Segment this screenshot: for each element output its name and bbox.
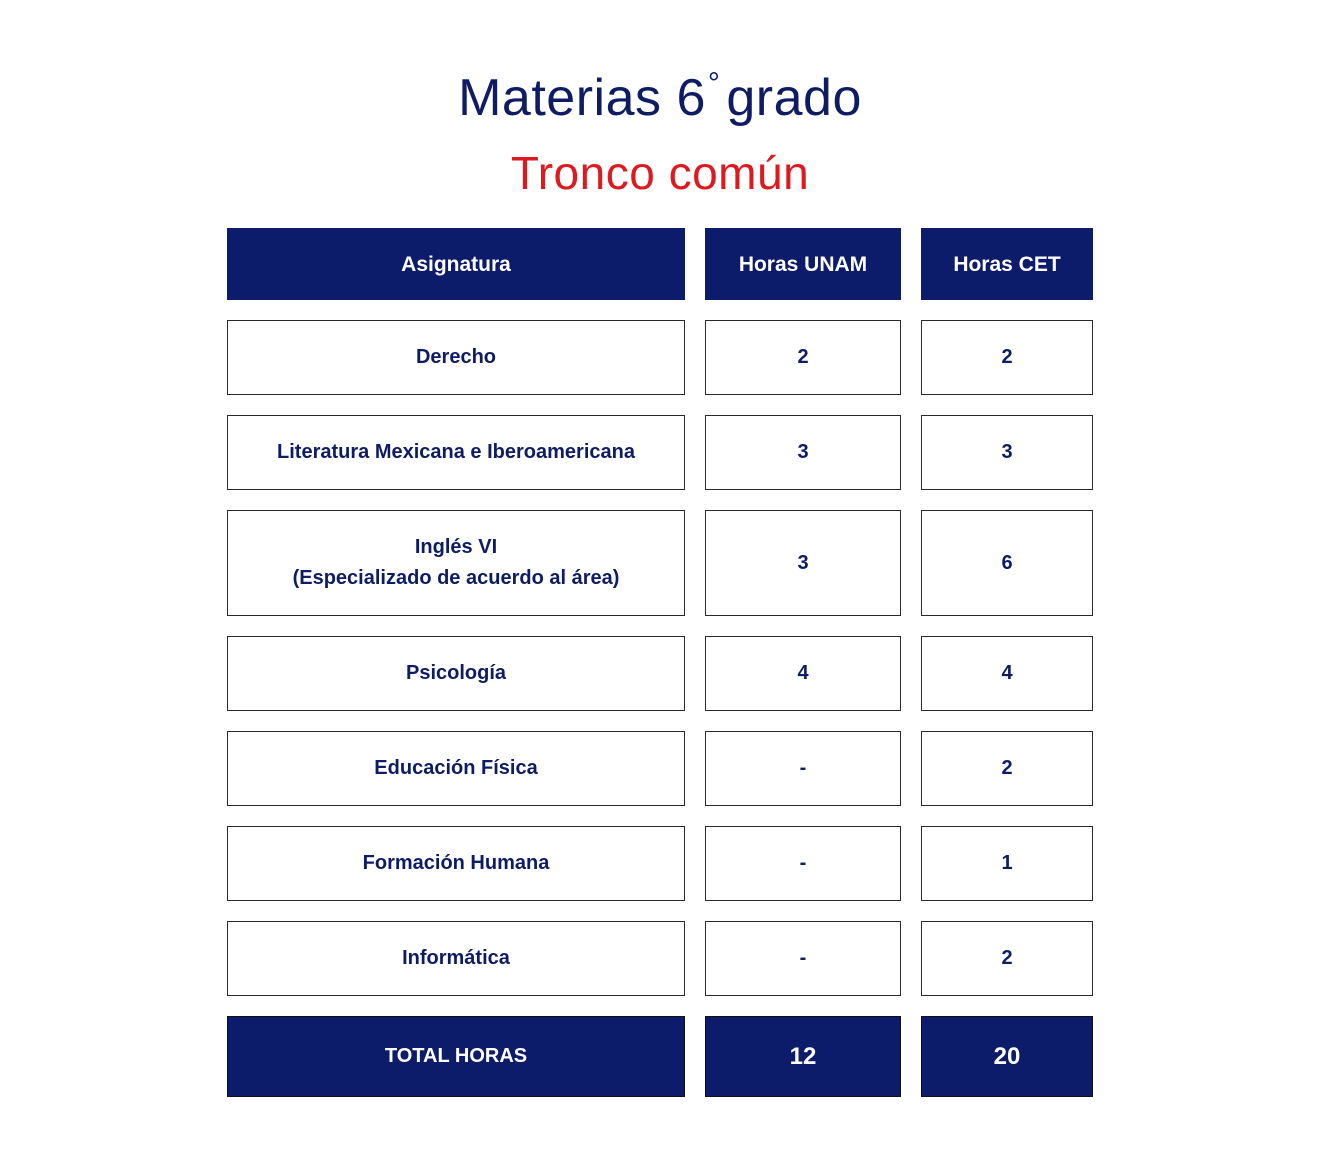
total-unam: 12 (705, 1016, 901, 1097)
page-title (0, 52, 1320, 130)
table-row-cet: 3 (921, 415, 1093, 490)
header-asignatura: Asignatura (227, 228, 685, 300)
table-row-cet: 2 (921, 320, 1093, 395)
table-row-subject-multiline (227, 510, 685, 616)
table-row-subject-note: (Especializado de acuerdo al área) (292, 567, 620, 589)
table-row-subject: Formación Humana (227, 826, 685, 901)
table-row-unam: 3 (705, 510, 901, 616)
table-row-cet: 4 (921, 636, 1093, 711)
table-row-unam: - (705, 731, 901, 806)
page-subtitle: Tronco común (510, 147, 810, 199)
table-row-subject: Psicología (227, 636, 685, 711)
table-row-subject: Informática (227, 921, 685, 996)
table-row-cet: 1 (921, 826, 1093, 901)
title-main: Materias 6 (458, 69, 706, 127)
table-row-cet: 2 (921, 921, 1093, 996)
table-row-cet: 6 (921, 510, 1093, 616)
table-row-subject: Inglés VI (414, 536, 498, 558)
total-label: TOTAL HORAS (227, 1016, 685, 1097)
table-row-unam: 2 (705, 320, 901, 395)
title-suffix: grado (726, 69, 862, 127)
table-row-subject: Literatura Mexicana e Iberoamericana (227, 415, 685, 490)
table-row-subject: Educación Física (227, 731, 685, 806)
table-row-unam: - (705, 921, 901, 996)
table-row-unam: 4 (705, 636, 901, 711)
table-row-cet: 2 (921, 731, 1093, 806)
header-horas-unam: Horas UNAM (705, 228, 901, 300)
table-row-unam: 3 (705, 415, 901, 490)
title-degree-symbol: ° (707, 67, 721, 100)
table-row-unam: - (705, 826, 901, 901)
total-cet: 20 (921, 1016, 1093, 1097)
header-horas-cet: Horas CET (921, 228, 1093, 300)
table-row-subject: Derecho (227, 320, 685, 395)
